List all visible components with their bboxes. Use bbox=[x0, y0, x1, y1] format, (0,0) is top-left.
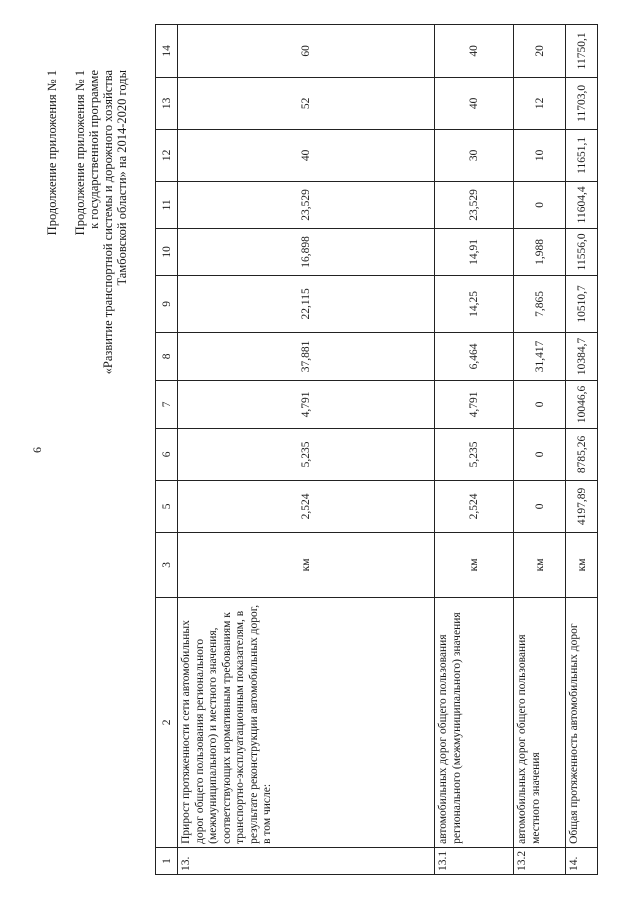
value-cell: 11604,4 bbox=[566, 181, 598, 228]
value-cell: 4,791 bbox=[178, 380, 435, 428]
unit-cell: км bbox=[178, 532, 435, 597]
column-header: 11 bbox=[156, 181, 178, 228]
indicators-table bbox=[155, 24, 598, 875]
column-header: 14 bbox=[156, 24, 178, 77]
value-cell: 52 bbox=[178, 77, 435, 129]
row-number: 13.2 bbox=[514, 847, 566, 874]
column-number-row bbox=[156, 24, 178, 874]
value-cell: 4197,89 bbox=[566, 480, 598, 532]
value-cell: 40 bbox=[178, 129, 435, 181]
value-cell: 8785,26 bbox=[566, 428, 598, 480]
value-cell: 23,529 bbox=[178, 181, 435, 228]
row-number: 13.1 bbox=[435, 847, 514, 874]
value-cell: 20 bbox=[514, 24, 566, 77]
row-number: 13. bbox=[178, 847, 435, 874]
column-header: 1 bbox=[156, 847, 178, 874]
value-cell: 10 bbox=[514, 129, 566, 181]
header-line: Тамбовской области» на 2014-2020 годы bbox=[115, 70, 129, 286]
column-header: 5 bbox=[156, 480, 178, 532]
value-cell: 23,529 bbox=[435, 181, 514, 228]
header-line: «Развитие транспортной системы и дорожного хозяйства bbox=[101, 70, 115, 375]
value-cell: 30 bbox=[435, 129, 514, 181]
column-header: 9 bbox=[156, 275, 178, 332]
value-cell: 12 bbox=[514, 77, 566, 129]
indicator-name: автомобильных дорог общего пользования регионального (межмуниципального) значения bbox=[435, 597, 514, 847]
table-row bbox=[514, 24, 566, 874]
value-cell: 60 bbox=[178, 24, 435, 77]
indicator-name: автомобильных дорог общего пользования местного значения bbox=[514, 597, 566, 847]
table-row bbox=[435, 24, 514, 874]
column-header: 6 bbox=[156, 428, 178, 480]
value-cell: 2,524 bbox=[178, 480, 435, 532]
value-cell: 40 bbox=[435, 24, 514, 77]
value-cell: 5,235 bbox=[435, 428, 514, 480]
value-cell: 14,25 bbox=[435, 275, 514, 332]
indicator-name: Общая протяженность автомобильных дорог bbox=[566, 597, 598, 847]
row-number: 14. bbox=[566, 847, 598, 874]
value-cell: 7,865 bbox=[514, 275, 566, 332]
appendix-header bbox=[45, 70, 129, 374]
value-cell: 11556,0 bbox=[566, 228, 598, 275]
column-header: 3 bbox=[156, 532, 178, 597]
column-header: 8 bbox=[156, 332, 178, 380]
table-row bbox=[566, 24, 598, 874]
value-cell: 11651,1 bbox=[566, 129, 598, 181]
value-cell: 10046,6 bbox=[566, 380, 598, 428]
value-cell: 16,898 bbox=[178, 228, 435, 275]
unit-cell: км bbox=[435, 532, 514, 597]
indicator-name: Прирост протяженности сети автомобильных дорог общего пользования регионального (межмуниципального) и местного значения, соответствующих нормативным требованиям к транспортно-эксплуатационным показателям, в результате реконструкции автомобильных дорог, в том числе: bbox=[178, 597, 435, 847]
value-cell: 14,91 bbox=[435, 228, 514, 275]
value-cell: 0 bbox=[514, 428, 566, 480]
column-header: 13 bbox=[156, 77, 178, 129]
value-cell: 22,115 bbox=[178, 275, 435, 332]
header-continuation: Продолжение приложения № 1 bbox=[45, 70, 59, 236]
column-header: 10 bbox=[156, 228, 178, 275]
value-cell: 37,881 bbox=[178, 332, 435, 380]
value-cell: 0 bbox=[514, 480, 566, 532]
value-cell: 40 bbox=[435, 77, 514, 129]
value-cell: 0 bbox=[514, 380, 566, 428]
unit-cell: км bbox=[514, 532, 566, 597]
page-number: 6 bbox=[30, 447, 44, 453]
value-cell: 1,988 bbox=[514, 228, 566, 275]
value-cell: 11750,1 bbox=[566, 24, 598, 77]
column-header: 2 bbox=[156, 597, 178, 847]
header-line: к государственной программе bbox=[87, 70, 101, 229]
value-cell: 5,235 bbox=[178, 428, 435, 480]
header-line: Продолжение приложения № 1 bbox=[73, 70, 87, 236]
column-header: 12 bbox=[156, 129, 178, 181]
value-cell: 4,791 bbox=[435, 380, 514, 428]
value-cell: 0 bbox=[514, 181, 566, 228]
value-cell: 11703,0 bbox=[566, 77, 598, 129]
unit-cell: км bbox=[566, 532, 598, 597]
value-cell: 31,417 bbox=[514, 332, 566, 380]
table-row bbox=[178, 24, 435, 874]
value-cell: 10510,7 bbox=[566, 275, 598, 332]
value-cell: 6,464 bbox=[435, 332, 514, 380]
value-cell: 2,524 bbox=[435, 480, 514, 532]
column-header: 7 bbox=[156, 380, 178, 428]
value-cell: 10384,7 bbox=[566, 332, 598, 380]
